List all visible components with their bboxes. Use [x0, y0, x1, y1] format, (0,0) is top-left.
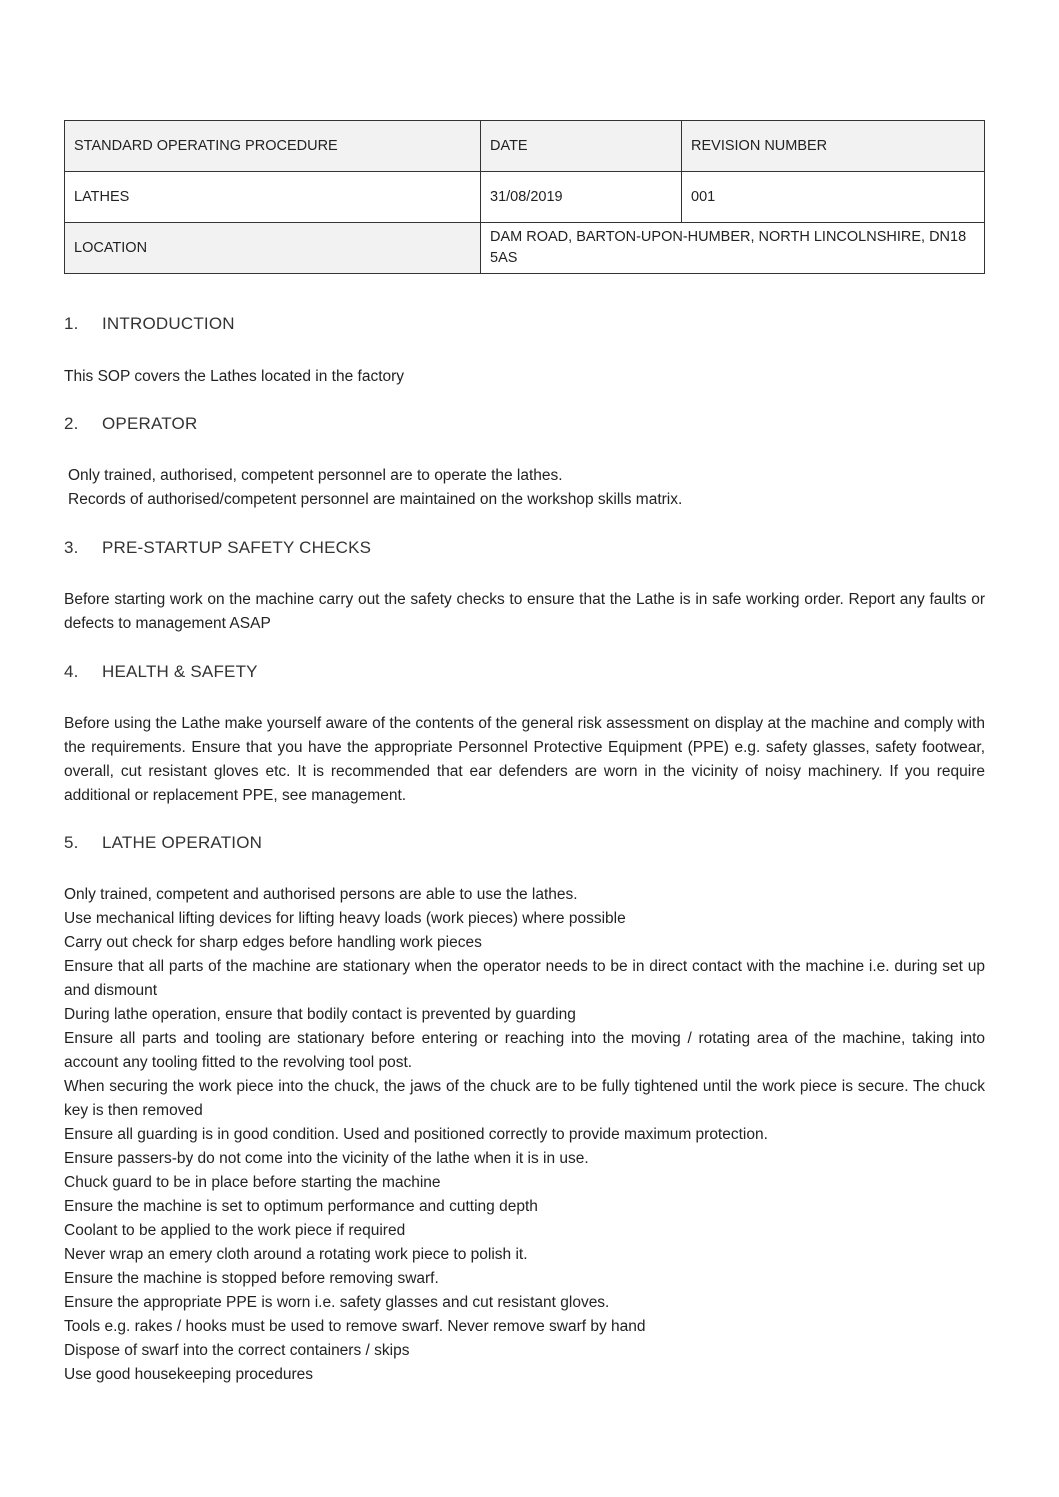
- cell-title-value: LATHES: [65, 172, 481, 223]
- cell-date-value: 31/08/2019: [481, 172, 682, 223]
- section-body-2: Only trained, authorised, competent personnel are to operate the lathes. Records of authorised/competent personnel are maintained on the workshop skills matrix.: [68, 467, 683, 508]
- operation-step: When securing the work piece into the chuck, the jaws of the chuck are to be fully tightened until the work piece is secure. The chuck key is then removed: [64, 1078, 985, 1119]
- section-heading-3: 3. PRE-STARTUP SAFETY CHECKS: [64, 538, 372, 557]
- operation-step: Coolant to be applied to the work piece if required: [64, 1222, 406, 1239]
- operation-step: Ensure that all parts of the machine are stationary when the operator needs to be in direct contact with the machine i.e. during set up and dismount: [64, 958, 985, 999]
- section-heading-5: 5. LATHE OPERATION: [64, 833, 263, 852]
- operation-step: Only trained, competent and authorised persons are able to use the lathes.: [64, 886, 578, 903]
- cell-location-value: DAM ROAD, BARTON-UPON-HUMBER, NORTH LINCOLNSHIRE, DN18 5AS: [481, 223, 985, 274]
- operation-step: During lathe operation, ensure that bodily contact is prevented by guarding: [64, 1006, 576, 1023]
- operation-step: Ensure the machine is set to optimum performance and cutting depth: [64, 1198, 538, 1215]
- operation-step: Ensure the machine is stopped before removing swarf.: [64, 1270, 439, 1287]
- operation-step: Ensure all parts and tooling are stationary before entering or reaching into the moving / rotating area of the machine, taking into account any tooling fitted to the revolving tool post.: [64, 1030, 985, 1071]
- operation-step: Never wrap an emery cloth around a rotating work piece to polish it.: [64, 1246, 528, 1263]
- operation-step: Carry out check for sharp edges before handling work pieces: [64, 934, 482, 951]
- operation-step: Ensure passers-by do not come into the vicinity of the lathe when it is in use.: [64, 1150, 589, 1167]
- operation-step: Dispose of swarf into the correct containers / skips: [64, 1342, 410, 1359]
- operation-step: Ensure the appropriate PPE is worn i.e. safety glasses and cut resistant gloves.: [64, 1294, 610, 1311]
- operation-step: Use good housekeeping procedures: [64, 1366, 314, 1383]
- operation-step: Use mechanical lifting devices for lifting heavy loads (work pieces) where possible: [64, 910, 626, 927]
- section-heading-4: 4. HEALTH & SAFETY: [64, 662, 258, 681]
- cell-revision-value: 001: [682, 172, 985, 223]
- section-body-1: This SOP covers the Lathes located in the factory: [64, 368, 405, 385]
- section-body-4: Before using the Lathe make yourself aware of the contents of the general risk assessment on display at the machine and comply with the requirements. Ensure that you have the appropriate Personnel Protective Equipment (PPE) e.g. safety glasses, safety footwear, overall, cut resistant gloves etc. It is recommended that ear defenders are worn in the vicinity of noisy machinery. If you require additional or replacement PPE, see management.: [64, 715, 985, 804]
- cell-date-label: DATE: [481, 121, 682, 172]
- section-heading-1: 1. INTRODUCTION: [64, 314, 235, 333]
- operation-step: Chuck guard to be in place before starting the machine: [64, 1174, 441, 1191]
- cell-revision-label: REVISION NUMBER: [682, 121, 985, 172]
- operation-step: Tools e.g. rakes / hooks must be used to remove swarf. Never remove swarf by hand: [64, 1318, 646, 1335]
- section-heading-2: 2. OPERATOR: [64, 414, 198, 433]
- cell-title-label: STANDARD OPERATING PROCEDURE: [65, 121, 481, 172]
- sop-header-table: [64, 120, 985, 274]
- section-body-5: [64, 883, 985, 1387]
- operation-step: Ensure all guarding is in good condition. Used and positioned correctly to provide maximum protection.: [64, 1126, 768, 1143]
- cell-location-label: LOCATION: [65, 223, 481, 274]
- section-body-3: Before starting work on the machine carry out the safety checks to ensure that the Lathe is in safe working order. Report any faults or defects to management ASAP: [64, 591, 985, 632]
